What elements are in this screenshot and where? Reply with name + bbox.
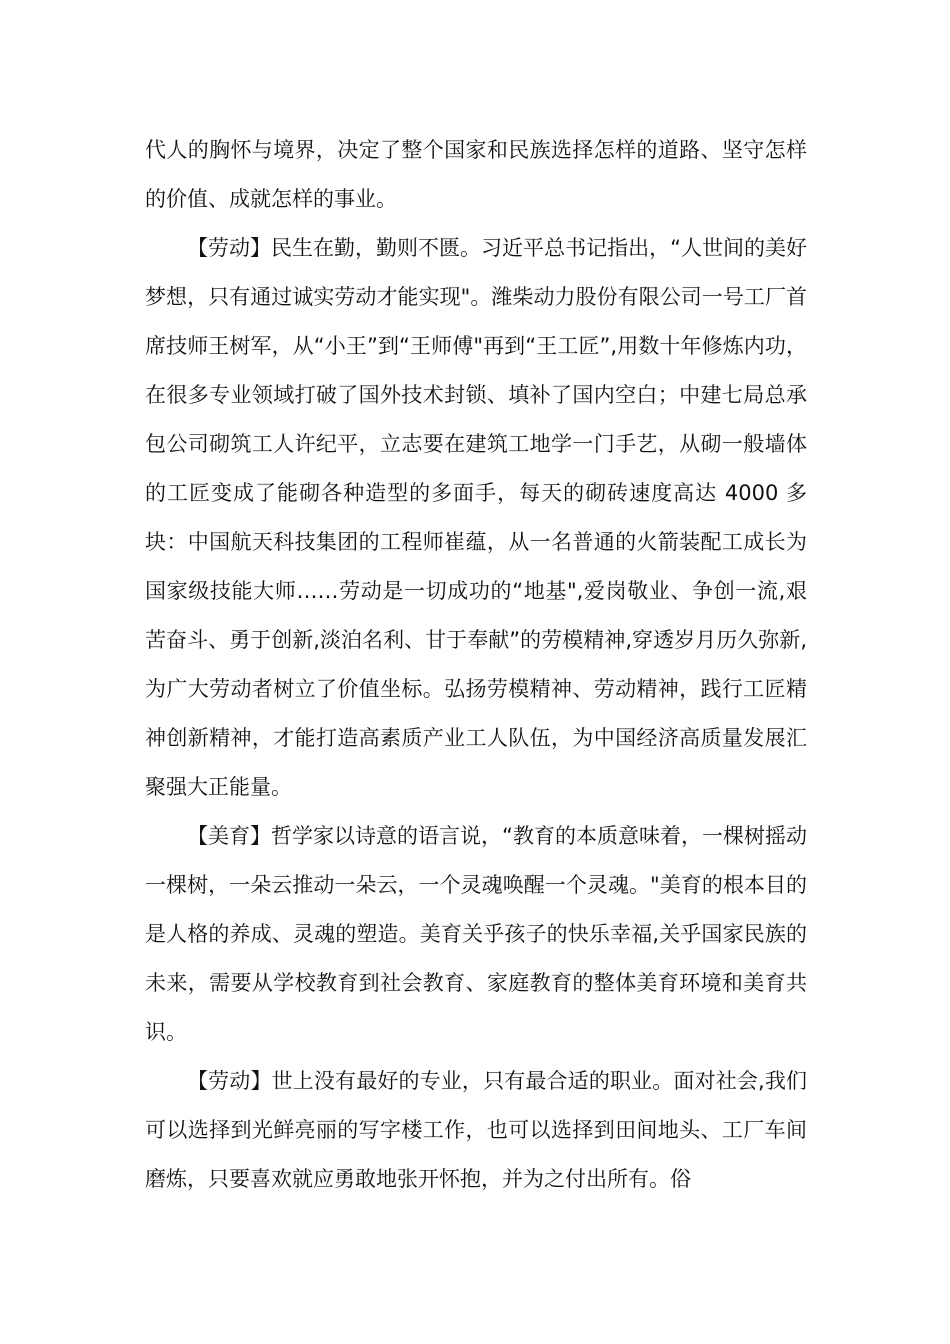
- paragraph-labor-1: 【劳动】民生在勤，勤则不匮。习近平总书记指出，“人世间的美好梦想，只有通过诚实劳动才能实现"。潍柴动力股份有限公司一号工厂首席技师王树军，从“小王”到“王师傅"再到“王工匠”,用数十年修炼内功，在很多专业领域打破了国外技术封锁、填补了国内空白；中建七局总承包公司砌筑工人许纪平，立志要在建筑工地学一门手艺，从砌一般墙体的工匠变成了能砌各种造型的多面手，每天的砌砖速度高达 4000 多块：中国航天科技集团的工程师崔蕴，从一名普通的火箭装配工成长为国家级技能大师……劳动是一切成功的“地基",爱岗敬业、争创一流,艰苦奋斗、勇于创新,淡泊名利、甘于奉献”的劳模精神,穿透岁月历久弥新,为广大劳动者树立了价值坐标。弘扬劳模精神、劳动精神，践行工匠精神创新精神，才能打造高素质产业工人队伍，为中国经济高质量发展汇聚强大正能量。: [145, 236, 807, 799]
- paragraph-labor-2: 【劳动】世上没有最好的专业，只有最合适的职业。面对社会,我们可以选择到光鲜亮丽的写字楼工作，也可以选择到田间地头、工厂车间磨炼，只要喜欢就应勇敢地张开怀抱，并为之付出所有。俗: [145, 1069, 807, 1191]
- paragraph-aesthetic-education: 【美育】哲学家以诗意的语言说，“教育的本质意味着，一棵树摇动一棵树，一朵云推动一朵云，一个灵魂唤醒一个灵魂。"美育的根本目的是人格的养成、灵魂的塑造。美育关乎孩子的快乐幸福,关乎国家民族的未来，需要从学校教育到社会教育、家庭教育的整体美育环境和美育共识。: [145, 824, 807, 1044]
- paragraph-continuation: 代人的胸怀与境界，决定了整个国家和民族选择怎样的道路、坚守怎样的价值、成就怎样的事业。: [145, 138, 807, 211]
- document-body: [145, 126, 807, 1204]
